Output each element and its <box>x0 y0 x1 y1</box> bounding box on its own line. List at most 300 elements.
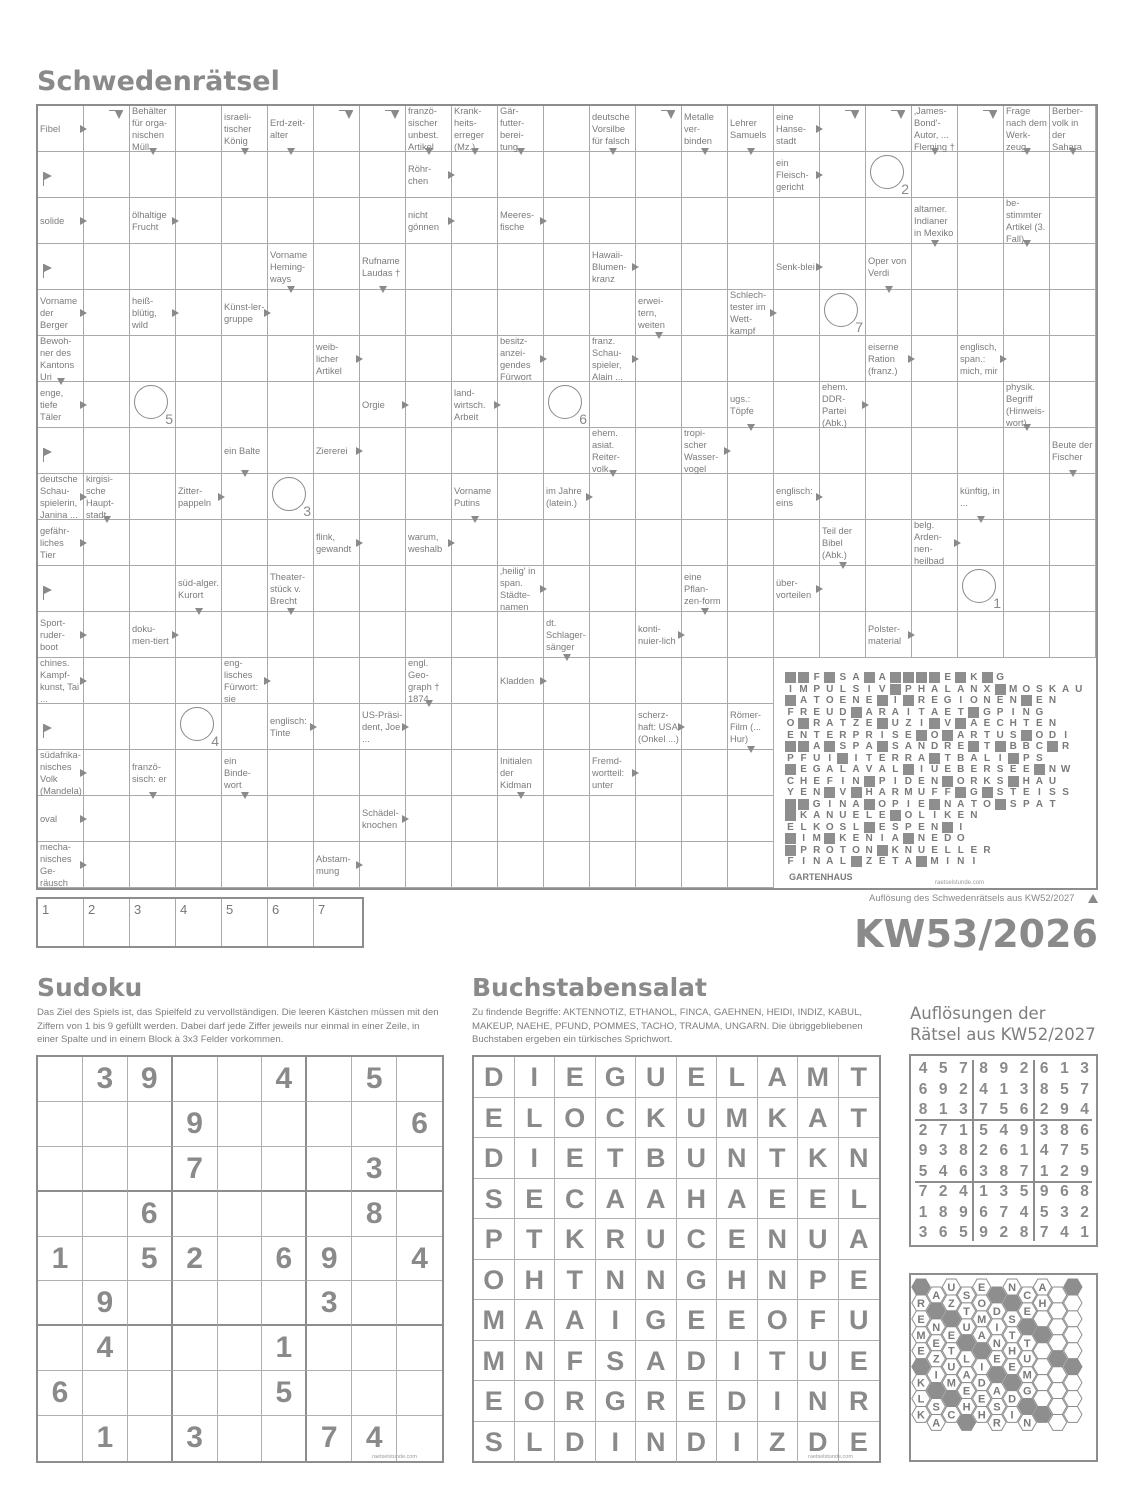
solution-digit: 8 <box>979 1060 988 1077</box>
clue-text: Zitter-pappeln <box>178 485 212 508</box>
solution-letter: R <box>970 775 978 787</box>
answer-cell <box>360 106 406 152</box>
letter-cell: H <box>677 1179 718 1220</box>
solution-letter: E <box>1022 787 1030 798</box>
clue-text: deutsche Schau-spielerin, Janina ... <box>40 473 78 520</box>
arrow-down-icon <box>609 148 617 155</box>
clue-cell <box>406 520 452 566</box>
answer-cell <box>912 474 958 520</box>
answer-cell <box>590 566 636 612</box>
sudoku-grid <box>36 1055 444 1463</box>
hex-cell <box>1033 1391 1051 1407</box>
solution-digit: 5 <box>979 1121 988 1139</box>
clue-text: ein Binde-wort <box>224 755 251 790</box>
solution-block <box>916 856 927 867</box>
answer-cell <box>84 750 130 796</box>
solution-letter: E <box>878 856 886 867</box>
answer-cell <box>1004 336 1050 382</box>
letter-cell: D <box>677 1341 718 1382</box>
answer-cell <box>728 750 774 796</box>
clue-text: Vorname Heming-ways <box>270 249 308 284</box>
answer-cell <box>268 336 314 382</box>
answer-cell <box>1050 336 1096 382</box>
clue-cell <box>820 382 866 428</box>
letter-cell: N <box>596 1260 637 1301</box>
solution-digit: 5 <box>959 1224 968 1241</box>
solution-letter: E <box>826 729 834 741</box>
answer-cell <box>84 382 130 428</box>
solution-letter: E <box>931 695 938 706</box>
clue-cell <box>1004 106 1050 152</box>
arrow-right-icon <box>80 769 87 777</box>
clue-cell <box>452 382 498 428</box>
solution-letter: S <box>891 821 899 833</box>
answer-cell <box>682 658 728 704</box>
solution-digit: 1 <box>938 1101 948 1118</box>
letter-cell: N <box>798 1381 839 1422</box>
solution-letter: R <box>904 752 912 764</box>
answer-cell <box>314 566 360 612</box>
circle-number: 3 <box>303 503 311 519</box>
solution-letter: M <box>812 833 821 844</box>
solution-letter: H <box>1022 775 1030 787</box>
clue-text: warum, weshalb <box>408 531 443 554</box>
clue-cell <box>866 244 912 290</box>
arrow-down-icon <box>195 608 203 615</box>
sudoku-cell <box>128 1147 173 1192</box>
sudoku-cell <box>173 1057 218 1102</box>
answer-cell <box>866 474 912 520</box>
solution-letter: S <box>1009 798 1017 810</box>
hex-letter: H <box>1038 1297 1047 1310</box>
solution-letter: E <box>996 695 1004 706</box>
arrow-right-icon <box>816 493 823 501</box>
clue-text: ein Balte <box>224 445 261 456</box>
hex-letter: E <box>917 1345 925 1358</box>
clue-cell <box>590 428 636 474</box>
answer-cell <box>820 290 866 336</box>
arrow-right-icon <box>494 401 501 409</box>
clue-cell <box>268 106 314 152</box>
solution-digit: 1 <box>999 1080 1009 1098</box>
letter-cell: U <box>677 1138 718 1179</box>
hex-letter: D <box>977 1377 986 1390</box>
solution-letter: F <box>800 752 807 764</box>
arrow-down-icon <box>931 148 939 155</box>
answer-cell <box>728 612 774 658</box>
solution-block <box>864 799 875 810</box>
letter-cell: L <box>839 1179 880 1220</box>
answer-cell <box>774 336 820 382</box>
answer-cell <box>728 520 774 566</box>
arrow-down-icon <box>57 378 65 385</box>
answer-cell <box>544 796 590 842</box>
answer-cell <box>84 612 130 658</box>
hex-blocked <box>988 1287 1006 1303</box>
answer-cell <box>84 796 130 842</box>
hex-letter: E <box>947 1329 956 1342</box>
solution-letter: D <box>904 775 912 787</box>
solution-letter: N <box>813 787 821 798</box>
solution-digit: 2 <box>918 1121 928 1139</box>
arrow-down-icon <box>517 148 525 155</box>
hex-letter: A <box>932 1417 941 1430</box>
letter-cell: C <box>677 1219 718 1260</box>
solution-letter: N <box>865 844 873 856</box>
sudoku-cell: 9 <box>83 1281 128 1326</box>
answer-cell <box>406 382 452 428</box>
solution-block <box>1021 730 1032 741</box>
sudoku-cell <box>83 1371 128 1416</box>
arrow-right-icon <box>586 493 593 501</box>
clue-cell <box>728 106 774 152</box>
letter-cell: D <box>555 1422 596 1463</box>
arrow-right-icon <box>218 493 225 501</box>
solution-letter: A <box>878 672 886 683</box>
clue-cell <box>38 842 84 888</box>
solution-digit: 7 <box>938 1121 948 1139</box>
solution-letter: B <box>1009 741 1017 752</box>
solution-letter: D <box>1048 729 1057 741</box>
answer-cell <box>176 612 222 658</box>
solution-letter: P <box>905 683 912 695</box>
clue-cell <box>268 704 314 750</box>
answer-cell <box>314 152 360 198</box>
solution-digit: 7 <box>1019 1162 1029 1180</box>
letter-cell: G <box>596 1057 637 1098</box>
answer-cell <box>1004 474 1050 520</box>
solution-block <box>785 845 796 856</box>
answer-cell <box>544 520 590 566</box>
sudoku-title: Sudoku <box>37 973 143 1002</box>
answer-cell <box>498 474 544 520</box>
answer-cell <box>1004 520 1050 566</box>
clue-text: Fibel <box>40 123 61 134</box>
arrow-right-icon <box>448 217 455 225</box>
answer-box: 1 <box>38 899 84 946</box>
hex-letter: H <box>962 1401 971 1414</box>
hex-letter: I <box>980 1361 984 1374</box>
answer-cell <box>774 290 820 336</box>
solution-letter: L <box>918 810 925 821</box>
letter-cell: G <box>677 1260 718 1301</box>
solution-block <box>785 695 796 706</box>
arrow-right-icon <box>80 217 87 225</box>
sudoku-cell: 3 <box>173 1416 218 1461</box>
solution-letter: Z <box>866 856 873 867</box>
arrow-down-icon <box>287 608 295 615</box>
solution-letter: U <box>826 706 834 718</box>
letter-cell: E <box>839 1341 880 1382</box>
solution-letter: U <box>1075 683 1083 695</box>
sudoku-cell <box>218 1416 263 1461</box>
arrow-right-icon <box>80 861 87 869</box>
clue-cell <box>268 244 314 290</box>
arrow-down-icon <box>241 148 249 155</box>
solution-letter: O <box>878 798 887 810</box>
answer-cell <box>498 612 544 658</box>
sudoku-cell <box>38 1416 83 1461</box>
answer-cell <box>130 382 176 428</box>
solution-block <box>929 753 940 764</box>
arrow-right-icon <box>632 769 639 777</box>
hex-cell <box>1064 1311 1082 1327</box>
clue-cell <box>774 152 820 198</box>
clue-cell <box>38 474 84 520</box>
sudoku-cell <box>218 1326 263 1371</box>
clue-text: tropi-scher Wasser-vogel <box>684 427 719 474</box>
solution-letter: O <box>1035 729 1044 741</box>
solution-letter: N <box>904 844 912 856</box>
solution-letter: E <box>918 775 925 787</box>
clue-text: Erd-zeit-alter <box>270 117 306 140</box>
solution-letter: L <box>944 683 951 695</box>
solution-letter: S <box>996 764 1004 775</box>
hex-blocked <box>1003 1295 1021 1311</box>
answer-cell <box>452 658 498 704</box>
solution-letter: B <box>1022 741 1030 752</box>
clue-text: Orgie <box>362 399 385 410</box>
letter-cell: U <box>839 1300 880 1341</box>
letter-cell: H <box>515 1260 556 1301</box>
hex-cell <box>1033 1343 1051 1359</box>
hex-blocked <box>1064 1359 1082 1375</box>
answer-cell <box>958 290 1004 336</box>
sudoku-cell: 6 <box>262 1237 307 1282</box>
clue-cell <box>636 612 682 658</box>
answer-cell <box>912 290 958 336</box>
answer-cell <box>176 842 222 888</box>
solution-letter: O <box>904 810 913 821</box>
solution-digit: 7 <box>1039 1224 1049 1241</box>
answer-cell <box>820 474 866 520</box>
solution-letter: S <box>852 683 860 695</box>
solution-letter: N <box>1022 706 1030 718</box>
solution-letter: I <box>867 683 871 695</box>
clue-cell <box>1050 106 1096 152</box>
solution-hex-puzzle <box>909 1273 1098 1462</box>
answer-cell <box>452 428 498 474</box>
arrow-right-icon <box>80 539 87 547</box>
solution-digit: 9 <box>959 1203 968 1221</box>
letter-cell: E <box>474 1381 515 1422</box>
answer-cell <box>866 382 912 428</box>
hex-blocked <box>1033 1407 1051 1423</box>
answer-cell <box>1050 152 1096 198</box>
hex-letter: H <box>977 1409 986 1422</box>
sudoku-cell: 1 <box>262 1326 307 1371</box>
solution-letter: S <box>839 821 847 833</box>
answer-cell <box>84 842 130 888</box>
solution-letter: A <box>930 706 939 718</box>
solution-block <box>955 787 966 798</box>
solution-letter: I <box>920 718 923 729</box>
clue-text: engl. Geo-graph † 1874 <box>408 657 440 704</box>
arrow-right-icon <box>402 815 409 823</box>
solution-letter: G <box>1035 706 1044 718</box>
solution-letter: A <box>957 798 965 810</box>
clue-cell <box>912 520 958 566</box>
letter-cell: A <box>515 1300 556 1341</box>
solution-block <box>1008 776 1019 787</box>
solution-block <box>798 718 809 729</box>
answer-cell <box>176 290 222 336</box>
solution-digit: 9 <box>1039 1183 1049 1200</box>
answer-cell <box>222 336 268 382</box>
solution-letter: C <box>1035 741 1043 752</box>
answer-cell <box>866 290 912 336</box>
solution-letter: T <box>957 706 964 718</box>
solution-digit: 4 <box>999 1121 1009 1139</box>
solution-letter: C <box>996 718 1004 729</box>
letter-cell: A <box>839 1219 880 1260</box>
clue-cell <box>314 842 360 888</box>
solution-letter: I <box>841 775 845 787</box>
letter-cell: R <box>636 1381 677 1422</box>
answer-cell <box>774 198 820 244</box>
arrow-down-icon <box>241 470 249 477</box>
letter-cell: E <box>515 1179 556 1220</box>
hex-cell <box>1064 1295 1082 1311</box>
sudoku-cell <box>218 1237 263 1282</box>
answer-cell <box>360 474 406 520</box>
arrow-right-icon <box>310 723 317 731</box>
answer-cell <box>774 612 820 658</box>
solution-letter: P <box>905 821 912 833</box>
solution-letter: P <box>878 775 886 787</box>
answer-cell <box>84 244 130 290</box>
letter-cell: M <box>474 1300 515 1341</box>
arrow-down-icon <box>885 286 893 293</box>
clue-text: Gär-futter-berei-tung <box>500 105 525 152</box>
solutions-title: Auflösungen der Rätsel aus KW52/2027 <box>910 1004 1096 1044</box>
solution-letter: S <box>1009 729 1017 741</box>
solution-digit: 3 <box>1060 1203 1069 1221</box>
solution-letter: B <box>957 764 965 775</box>
solution-letter: A <box>865 706 873 718</box>
solution-digit: 5 <box>1019 1183 1029 1200</box>
hex-letter: E <box>1023 1305 1031 1318</box>
clue-cell <box>360 382 406 428</box>
solution-letter: W <box>1060 764 1071 775</box>
answer-cell <box>728 428 774 474</box>
clue-text: Teil der Bibel (Abk.) <box>822 525 852 560</box>
flag-arrow-down-icon <box>845 110 859 111</box>
sudoku-cell <box>83 1192 128 1237</box>
letter-cell: E <box>677 1300 718 1341</box>
letter-cell: U <box>798 1219 839 1260</box>
answer-cell <box>1050 290 1096 336</box>
letter-cell: P <box>474 1219 515 1260</box>
solution-digit: 4 <box>1060 1224 1069 1241</box>
solution-letter: L <box>957 844 964 856</box>
solution-digit: 3 <box>1019 1080 1029 1098</box>
solution-letter: R <box>917 695 926 706</box>
arrow-down-icon <box>149 792 157 799</box>
clue-text: Schädel-knochen <box>362 807 399 830</box>
sudoku-cell <box>173 1326 218 1371</box>
answer-cell <box>268 842 314 888</box>
solution-block <box>890 810 901 821</box>
solution-block <box>851 707 862 718</box>
solution-letter: F <box>787 856 794 867</box>
answer-cell <box>820 612 866 658</box>
solution-block <box>798 672 809 683</box>
answer-cell <box>636 198 682 244</box>
answer-cell <box>222 612 268 658</box>
solution-letter: A <box>826 856 834 867</box>
answer-cell <box>636 428 682 474</box>
arrow-right-icon <box>356 861 363 869</box>
solution-letter: A <box>878 787 886 798</box>
solution-letter: M <box>904 787 913 798</box>
solution-letter: P <box>1022 752 1030 764</box>
block-divider <box>1033 1060 1035 1241</box>
letter-cell: O <box>474 1260 515 1301</box>
answer-cell <box>360 336 406 382</box>
solution-letter: P <box>852 741 860 752</box>
solution-letter: R <box>891 787 899 798</box>
clue-cell <box>498 750 544 796</box>
flag-arrow-down-icon <box>983 110 997 111</box>
answer-cell <box>360 198 406 244</box>
solution-letter: E <box>787 821 794 833</box>
answer-cell <box>682 382 728 428</box>
arrow-right-icon <box>448 171 455 179</box>
clue-text: ein Fleisch-gericht <box>776 157 809 192</box>
clue-cell <box>866 612 912 658</box>
sudoku-cell <box>218 1371 263 1416</box>
solution-letter: E <box>878 752 886 764</box>
solution-letter: M <box>799 683 808 695</box>
sudoku-cell: 5 <box>128 1237 173 1282</box>
answer-cell <box>820 198 866 244</box>
answer-cell <box>1004 244 1050 290</box>
arrow-right-icon <box>678 631 685 639</box>
arrow-right-icon <box>80 677 87 685</box>
hex-letter: U <box>962 1321 971 1334</box>
week-label: KW53/2026 <box>854 912 1098 956</box>
solution-letter: Z <box>852 718 860 729</box>
block-divider <box>972 1060 974 1241</box>
solution-letter: H <box>1009 718 1017 729</box>
answer-cell <box>130 796 176 842</box>
answer-cell <box>130 842 176 888</box>
solution-letter: B <box>957 752 965 764</box>
clue-cell <box>958 474 1004 520</box>
letter-cell: T <box>555 1260 596 1301</box>
hex-cell <box>1064 1407 1082 1423</box>
solution-letter: Y <box>787 787 794 798</box>
solution-letter: A <box>957 683 965 695</box>
answer-cell <box>360 428 406 474</box>
answer-cell <box>728 198 774 244</box>
arrow-right-icon <box>540 677 547 685</box>
solution-letter: R <box>891 752 899 764</box>
solution-digit: 5 <box>918 1162 928 1180</box>
solution-block <box>929 718 940 729</box>
solution-digit: 8 <box>1060 1121 1069 1139</box>
answer-cell <box>452 290 498 336</box>
solution-letter: I <box>1064 729 1067 741</box>
answer-cell <box>544 336 590 382</box>
hex-letter: S <box>962 1289 971 1302</box>
solution-letter: F <box>813 672 820 683</box>
hex-letter: T <box>1008 1329 1016 1342</box>
answer-cell <box>820 428 866 474</box>
solution-letter: L <box>800 821 807 833</box>
solution-letter: U <box>826 683 834 695</box>
